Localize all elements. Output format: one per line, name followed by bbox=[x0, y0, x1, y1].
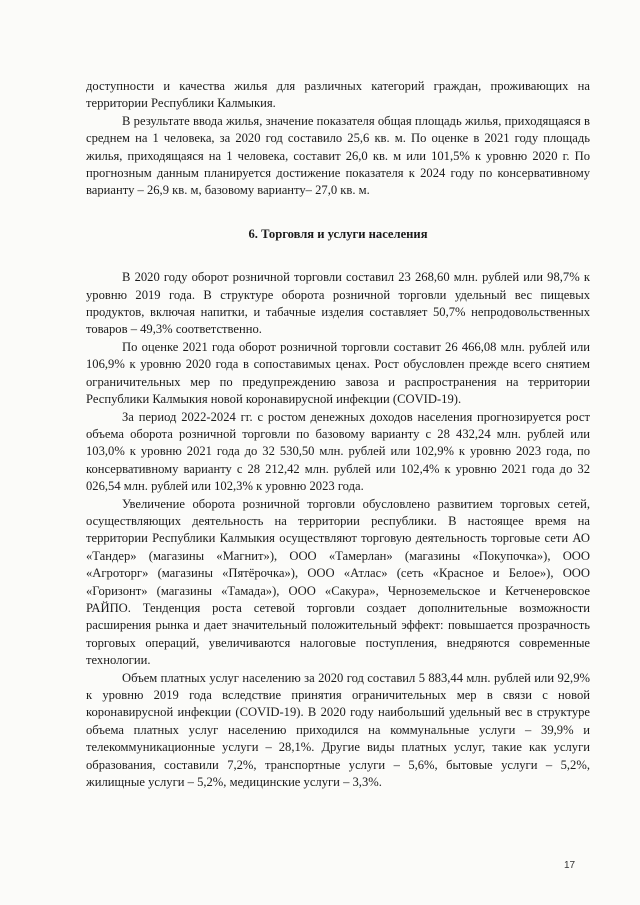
page-body bbox=[86, 78, 590, 791]
paragraph-paid-services: Объем платных услуг населению за 2020 год составил 5 883,44 млн. рублей или 92,9% к уровню 2019 года вследствие принятия ограничительных мер в связи с новой коронавирусной инфекции (COVID-19). В 2020 году наибольший удельный вес в структуре объема платных услуг населению приходился на коммунальные услуги – 39,9% и телекоммуникационные услуги – 28,1%. Другие виды платных услуг, такие как услуги образования, составили 7,2%, транспортные услуги – 5,6%, бытовые услуги – 5,2%, жилищные услуги – 5,2%, медицинские услуги – 3,3%. bbox=[86, 670, 590, 790]
paragraph-housing-area: В результате ввода жилья, значение показателя общая площадь жилья, приходящаяся в среднем на 1 человека, за 2020 год составило 25,6 кв. м. По оценке в 2021 году площадь жилья, приходящаяся на 1 человека, составит 26,0 кв. м или 101,5% к уровню 2020 г. По прогнозным данным планируется достижение показателя к 2024 году по консервативному варианту – 26,9 кв. м, базовому варианту– 27,0 кв. м. bbox=[86, 113, 590, 198]
paragraph-retail-2020: В 2020 году оборот розничной торговли составил 23 268,60 млн. рублей или 98,7% к уровню 2019 года. В структуре оборота розничной торговли удельный вес пищевых продуктов, включая напитки, и табачные изделия составляет 50,7% непродовольственных товаров – 49,3% соответственно. bbox=[86, 270, 590, 337]
paragraph-retail-chains: Увеличение оборота розничной торговли обусловлено развитием торговых сетей, осуществляющих деятельность на территории республики. В настоящее время на территории Республики Калмыкия осуществляют торговую деятельность торговые сети АО «Тандер» (магазины «Магнит»), ООО «Тамерлан» (магазины «Покупочка»), ООО «Агроторг» (магазины «Пятёрочка»), ООО «Атлас» (сеть «Красное и Белое»), ООО «Горизонт» (магазины «Тамада»), ООО «Сакура», Черноземельское и Кетченеровское РАЙПО. Тенденция роста сетевой торговли создает дополнительные возможности расширения рынка и дает значительный положительный эффект: повышается прозрачность торговых операций, увеличиваются налоговые поступления, внедряются современные технологии. bbox=[86, 496, 590, 668]
paragraph-housing-continuation: доступности и качества жилья для различных категорий граждан, проживающих на территории Республики Калмыкия. bbox=[86, 79, 590, 111]
paragraph-retail-2021: По оценке 2021 года оборот розничной торговли составит 26 466,08 млн. рублей или 106,9% к уровню 2020 года в сопоставимых ценах. Рост обусловлен прежде всего снятием ограничительных мер по предупреждению завоза и распространения на территории Республики Калмыкия новой коронавирусной инфекции (COVID-19). bbox=[86, 339, 590, 407]
page-number: 17 bbox=[564, 860, 576, 871]
section-heading: 6. Торговля и услуги населения bbox=[248, 226, 428, 241]
paragraph-retail-forecast: За период 2022-2024 гг. с ростом денежных доходов населения прогнозируется рост объема оборота розничной торговли по базовому варианту с 28 432,24 млн. рублей или 103,0% к уровню 2021 года до 32 530,50 млн. рублей или 102,9% к уровню 2023 года, по консервативному варианту с 28 212,42 млн. рублей или 102,4% к уровню 2021 года до 32 026,54 млн. рублей или 102,3% к уровню 2023 года. bbox=[86, 409, 590, 494]
